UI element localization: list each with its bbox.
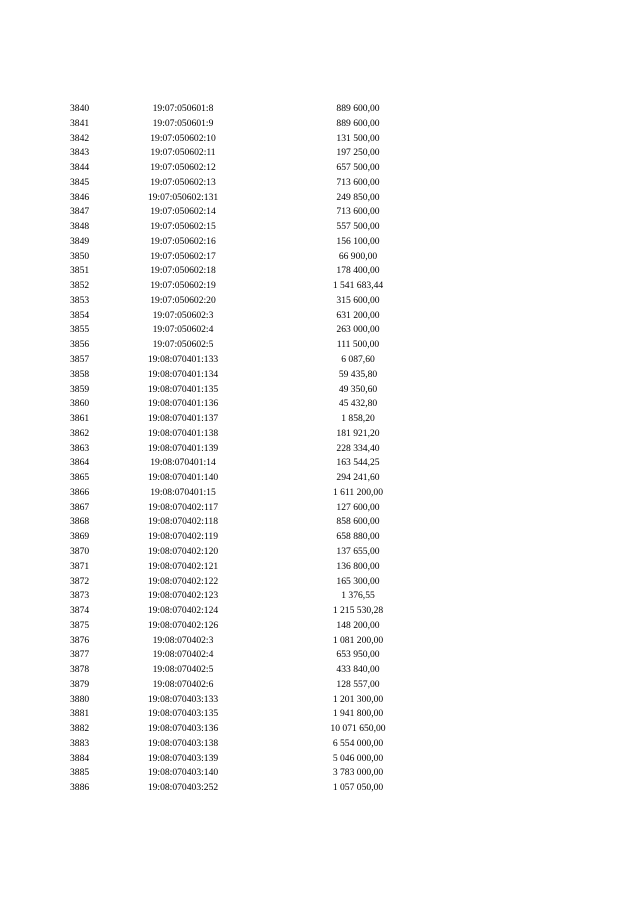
table-row	[68, 575, 428, 590]
table-row	[68, 294, 428, 309]
table-row	[68, 693, 428, 708]
amount-cell: 128 557,00	[336, 678, 380, 690]
table-row	[68, 397, 428, 412]
cadastral-number-cell: 19:07:050601:8	[152, 103, 214, 114]
cadastral-number-cell: 19:07:050602:3	[152, 309, 214, 321]
row-number-cell: 3872	[70, 575, 90, 587]
row-number-cell: 3851	[70, 265, 90, 277]
row-number-cell: 3849	[70, 235, 90, 247]
amount-cell: 1 201 300,00	[332, 693, 384, 705]
table-row	[68, 176, 428, 191]
row-number-cell: 3844	[70, 162, 90, 174]
row-number-cell: 3861	[70, 413, 90, 425]
amount-cell: 163 544,25	[336, 457, 380, 469]
table-row	[68, 737, 428, 752]
table-row	[68, 191, 428, 206]
amount-cell: 1 541 683,44	[332, 280, 384, 292]
amount-cell: 148 200,00	[336, 619, 380, 631]
amount-cell: 228 334,40	[336, 442, 380, 454]
table-row	[68, 471, 428, 486]
table-row	[68, 619, 428, 634]
amount-cell: 131 500,00	[336, 132, 380, 144]
cadastral-number-cell: 19:07:050602:16	[150, 235, 216, 247]
cadastral-number-cell: 19:08:070401:15	[150, 486, 216, 498]
table-row	[68, 309, 428, 324]
amount-cell: 1 215 530,28	[332, 605, 384, 617]
row-number-cell: 3852	[70, 280, 90, 292]
cadastral-number-cell: 19:08:070403:135	[147, 708, 219, 720]
amount-cell: 263 000,00	[336, 324, 380, 336]
table-row	[68, 515, 428, 530]
cadastral-number-cell: 19:08:070403:136	[147, 723, 219, 735]
row-number-cell: 3854	[70, 309, 90, 321]
amount-cell: 136 800,00	[336, 560, 380, 572]
table-row	[68, 678, 428, 693]
row-number-cell: 3886	[70, 782, 90, 794]
row-number-cell: 3856	[70, 339, 90, 351]
cadastral-number-cell: 19:08:070402:121	[147, 560, 219, 572]
table-row	[68, 781, 428, 796]
table-row	[68, 250, 428, 265]
amount-cell: 889 600,00	[336, 117, 380, 129]
row-number-cell: 3845	[70, 176, 90, 188]
table-row	[68, 722, 428, 737]
amount-cell: 137 655,00	[336, 545, 380, 557]
row-number-cell: 3860	[70, 398, 90, 410]
table-row	[68, 604, 428, 619]
amount-cell: 713 600,00	[336, 176, 380, 188]
table-row	[68, 501, 428, 516]
cadastral-number-cell: 19:07:050602:20	[150, 294, 216, 306]
cadastral-number-cell: 19:07:050602:10	[150, 132, 216, 144]
row-number-cell: 3863	[70, 442, 90, 454]
amount-cell: 713 600,00	[336, 206, 380, 218]
row-number-cell: 3874	[70, 605, 90, 617]
amount-cell: 1 858,20	[341, 413, 375, 425]
row-number-cell: 3880	[70, 693, 90, 705]
row-number-cell: 3853	[70, 294, 90, 306]
amount-cell: 45 432,80	[338, 398, 378, 410]
cadastral-number-cell: 19:08:070402:118	[148, 516, 218, 528]
amount-cell: 3 783 000,00	[332, 767, 384, 779]
cadastral-number-cell: 19:08:070401:140	[147, 472, 219, 484]
row-number-cell: 3883	[70, 737, 90, 749]
cadastral-number-cell: 19:08:070402:120	[147, 545, 219, 557]
row-number-cell: 3870	[70, 545, 90, 557]
cadastral-number-cell: 19:08:070403:139	[147, 752, 219, 764]
row-number-cell: 3840	[70, 103, 90, 114]
table-row	[68, 279, 428, 294]
table-row	[68, 412, 428, 427]
table-row	[68, 442, 428, 457]
cadastral-number-cell: 19:08:070401:138	[147, 427, 219, 439]
table-row	[68, 663, 428, 678]
cadastral-number-cell: 19:08:070401:139	[147, 442, 219, 454]
cadastral-number-cell: 19:07:050602:17	[150, 250, 216, 262]
amount-cell: 181 921,20	[336, 427, 380, 439]
amount-cell: 66 900,00	[338, 250, 378, 262]
row-number-cell: 3875	[70, 619, 90, 631]
amount-cell: 197 250,00	[336, 147, 380, 159]
amount-cell: 294 241,60	[336, 472, 380, 484]
amount-cell: 1 376,55	[341, 590, 375, 602]
table-row	[68, 634, 428, 649]
cadastral-number-cell: 19:08:070402:119	[148, 531, 218, 543]
amount-cell: 249 850,00	[336, 191, 380, 203]
row-number-cell: 3858	[70, 368, 90, 380]
cadastral-number-cell: 19:07:050602:15	[150, 221, 216, 233]
cadastral-number-cell: 19:08:070402:126	[147, 619, 219, 631]
cadastral-number-cell: 19:07:050601:9	[152, 117, 214, 129]
cadastral-number-cell: 19:07:050602:19	[150, 280, 216, 292]
amount-cell: 1 057 050,00	[332, 782, 384, 794]
amount-cell: 59 435,80	[338, 368, 378, 380]
cadastral-number-cell: 19:08:070402:123	[147, 590, 219, 602]
amount-cell: 433 840,00	[336, 664, 380, 676]
cadastral-number-cell: 19:08:070402:122	[147, 575, 219, 587]
table-row	[68, 707, 428, 722]
amount-cell: 165 300,00	[336, 575, 380, 587]
row-number-cell: 3846	[70, 191, 90, 203]
table-row	[68, 530, 428, 545]
cadastral-number-cell: 19:08:070401:133	[147, 354, 219, 366]
cadastral-number-cell: 19:07:050602:11	[150, 147, 216, 159]
table-row	[68, 102, 428, 117]
row-number-cell: 3885	[70, 767, 90, 779]
row-number-cell: 3876	[70, 634, 90, 646]
cadastral-number-cell: 19:08:070402:3	[152, 634, 214, 646]
cadastral-number-cell: 19:07:050602:5	[152, 339, 214, 351]
table-row	[68, 161, 428, 176]
data-table	[68, 102, 428, 796]
row-number-cell: 3855	[70, 324, 90, 336]
row-number-cell: 3873	[70, 590, 90, 602]
amount-cell: 1 611 200,00	[332, 486, 383, 498]
table-row	[68, 560, 428, 575]
cadastral-number-cell: 19:07:050602:131	[147, 191, 219, 203]
row-number-cell: 3879	[70, 678, 90, 690]
row-number-cell: 3862	[70, 427, 90, 439]
row-number-cell: 3882	[70, 723, 90, 735]
amount-cell: 6 087,60	[341, 354, 375, 366]
cadastral-number-cell: 19:08:070401:136	[147, 398, 219, 410]
row-number-cell: 3850	[70, 250, 90, 262]
amount-cell: 889 600,00	[336, 103, 380, 114]
amount-cell: 5 046 000,00	[332, 752, 384, 764]
table-row	[68, 427, 428, 442]
amount-cell: 111 500,00	[336, 339, 380, 351]
amount-cell: 178 400,00	[336, 265, 380, 277]
row-number-cell: 3842	[70, 132, 90, 144]
row-number-cell: 3868	[70, 516, 90, 528]
cadastral-number-cell: 19:08:070402:124	[147, 605, 219, 617]
table-row	[68, 146, 428, 161]
table-row	[68, 338, 428, 353]
table-row	[68, 235, 428, 250]
table-row	[68, 456, 428, 471]
row-number-cell: 3859	[70, 383, 90, 395]
table-row	[68, 323, 428, 338]
amount-cell: 315 600,00	[336, 294, 380, 306]
table-row	[68, 383, 428, 398]
amount-cell: 658 880,00	[336, 531, 380, 543]
cadastral-number-cell: 19:07:050602:4	[152, 324, 214, 336]
cadastral-number-cell: 19:08:070402:117	[148, 501, 218, 513]
table-row	[68, 220, 428, 235]
amount-cell: 1 941 800,00	[332, 708, 384, 720]
row-number-cell: 3884	[70, 752, 90, 764]
row-number-cell: 3864	[70, 457, 90, 469]
row-number-cell: 3881	[70, 708, 90, 720]
table-row	[68, 205, 428, 220]
amount-cell: 1 081 200,00	[332, 634, 384, 646]
row-number-cell: 3878	[70, 664, 90, 676]
table-row	[68, 752, 428, 767]
row-number-cell: 3847	[70, 206, 90, 218]
row-number-cell: 3871	[70, 560, 90, 572]
amount-cell: 631 200,00	[336, 309, 380, 321]
amount-cell: 653 950,00	[336, 649, 380, 661]
row-number-cell: 3848	[70, 221, 90, 233]
row-number-cell: 3877	[70, 649, 90, 661]
amount-cell: 10 071 650,00	[330, 723, 386, 735]
amount-cell: 6 554 000,00	[332, 737, 384, 749]
amount-cell: 127 600,00	[336, 501, 380, 513]
cadastral-number-cell: 19:08:070401:135	[147, 383, 219, 395]
row-number-cell: 3857	[70, 354, 90, 366]
row-number-cell: 3841	[70, 117, 90, 129]
table-row	[68, 545, 428, 560]
amount-cell: 156 100,00	[336, 235, 380, 247]
amount-cell: 49 350,60	[338, 383, 378, 395]
cadastral-number-cell: 19:08:070403:252	[147, 782, 219, 794]
row-number-cell: 3865	[70, 472, 90, 484]
cadastral-number-cell: 19:08:070402:4	[152, 649, 214, 661]
cadastral-number-cell: 19:08:070402:5	[152, 664, 214, 676]
row-number-cell: 3843	[70, 147, 90, 159]
cadastral-number-cell: 19:08:070401:14	[150, 457, 216, 469]
cadastral-number-cell: 19:08:070403:133	[147, 693, 219, 705]
table-row	[68, 264, 428, 279]
table-row	[68, 368, 428, 383]
table-row	[68, 132, 428, 147]
table-row	[68, 766, 428, 781]
cadastral-number-cell: 19:08:070403:138	[147, 737, 219, 749]
cadastral-number-cell: 19:07:050602:12	[150, 162, 216, 174]
cadastral-number-cell: 19:07:050602:18	[150, 265, 216, 277]
cadastral-number-cell: 19:08:070401:134	[147, 368, 219, 380]
cadastral-number-cell: 19:07:050602:13	[150, 176, 216, 188]
table-row	[68, 117, 428, 132]
table-row	[68, 486, 428, 501]
table-row	[68, 353, 428, 368]
cadastral-number-cell: 19:08:070402:6	[152, 678, 214, 690]
amount-cell: 858 600,00	[336, 516, 380, 528]
row-number-cell: 3866	[70, 486, 90, 498]
amount-cell: 657 500,00	[336, 162, 380, 174]
cadastral-number-cell: 19:08:070403:140	[147, 767, 219, 779]
table-row	[68, 589, 428, 604]
cadastral-number-cell: 19:07:050602:14	[150, 206, 216, 218]
table-row	[68, 648, 428, 663]
row-number-cell: 3869	[70, 531, 90, 543]
cadastral-number-cell: 19:08:070401:137	[147, 413, 219, 425]
amount-cell: 557 500,00	[336, 221, 380, 233]
row-number-cell: 3867	[70, 501, 90, 513]
